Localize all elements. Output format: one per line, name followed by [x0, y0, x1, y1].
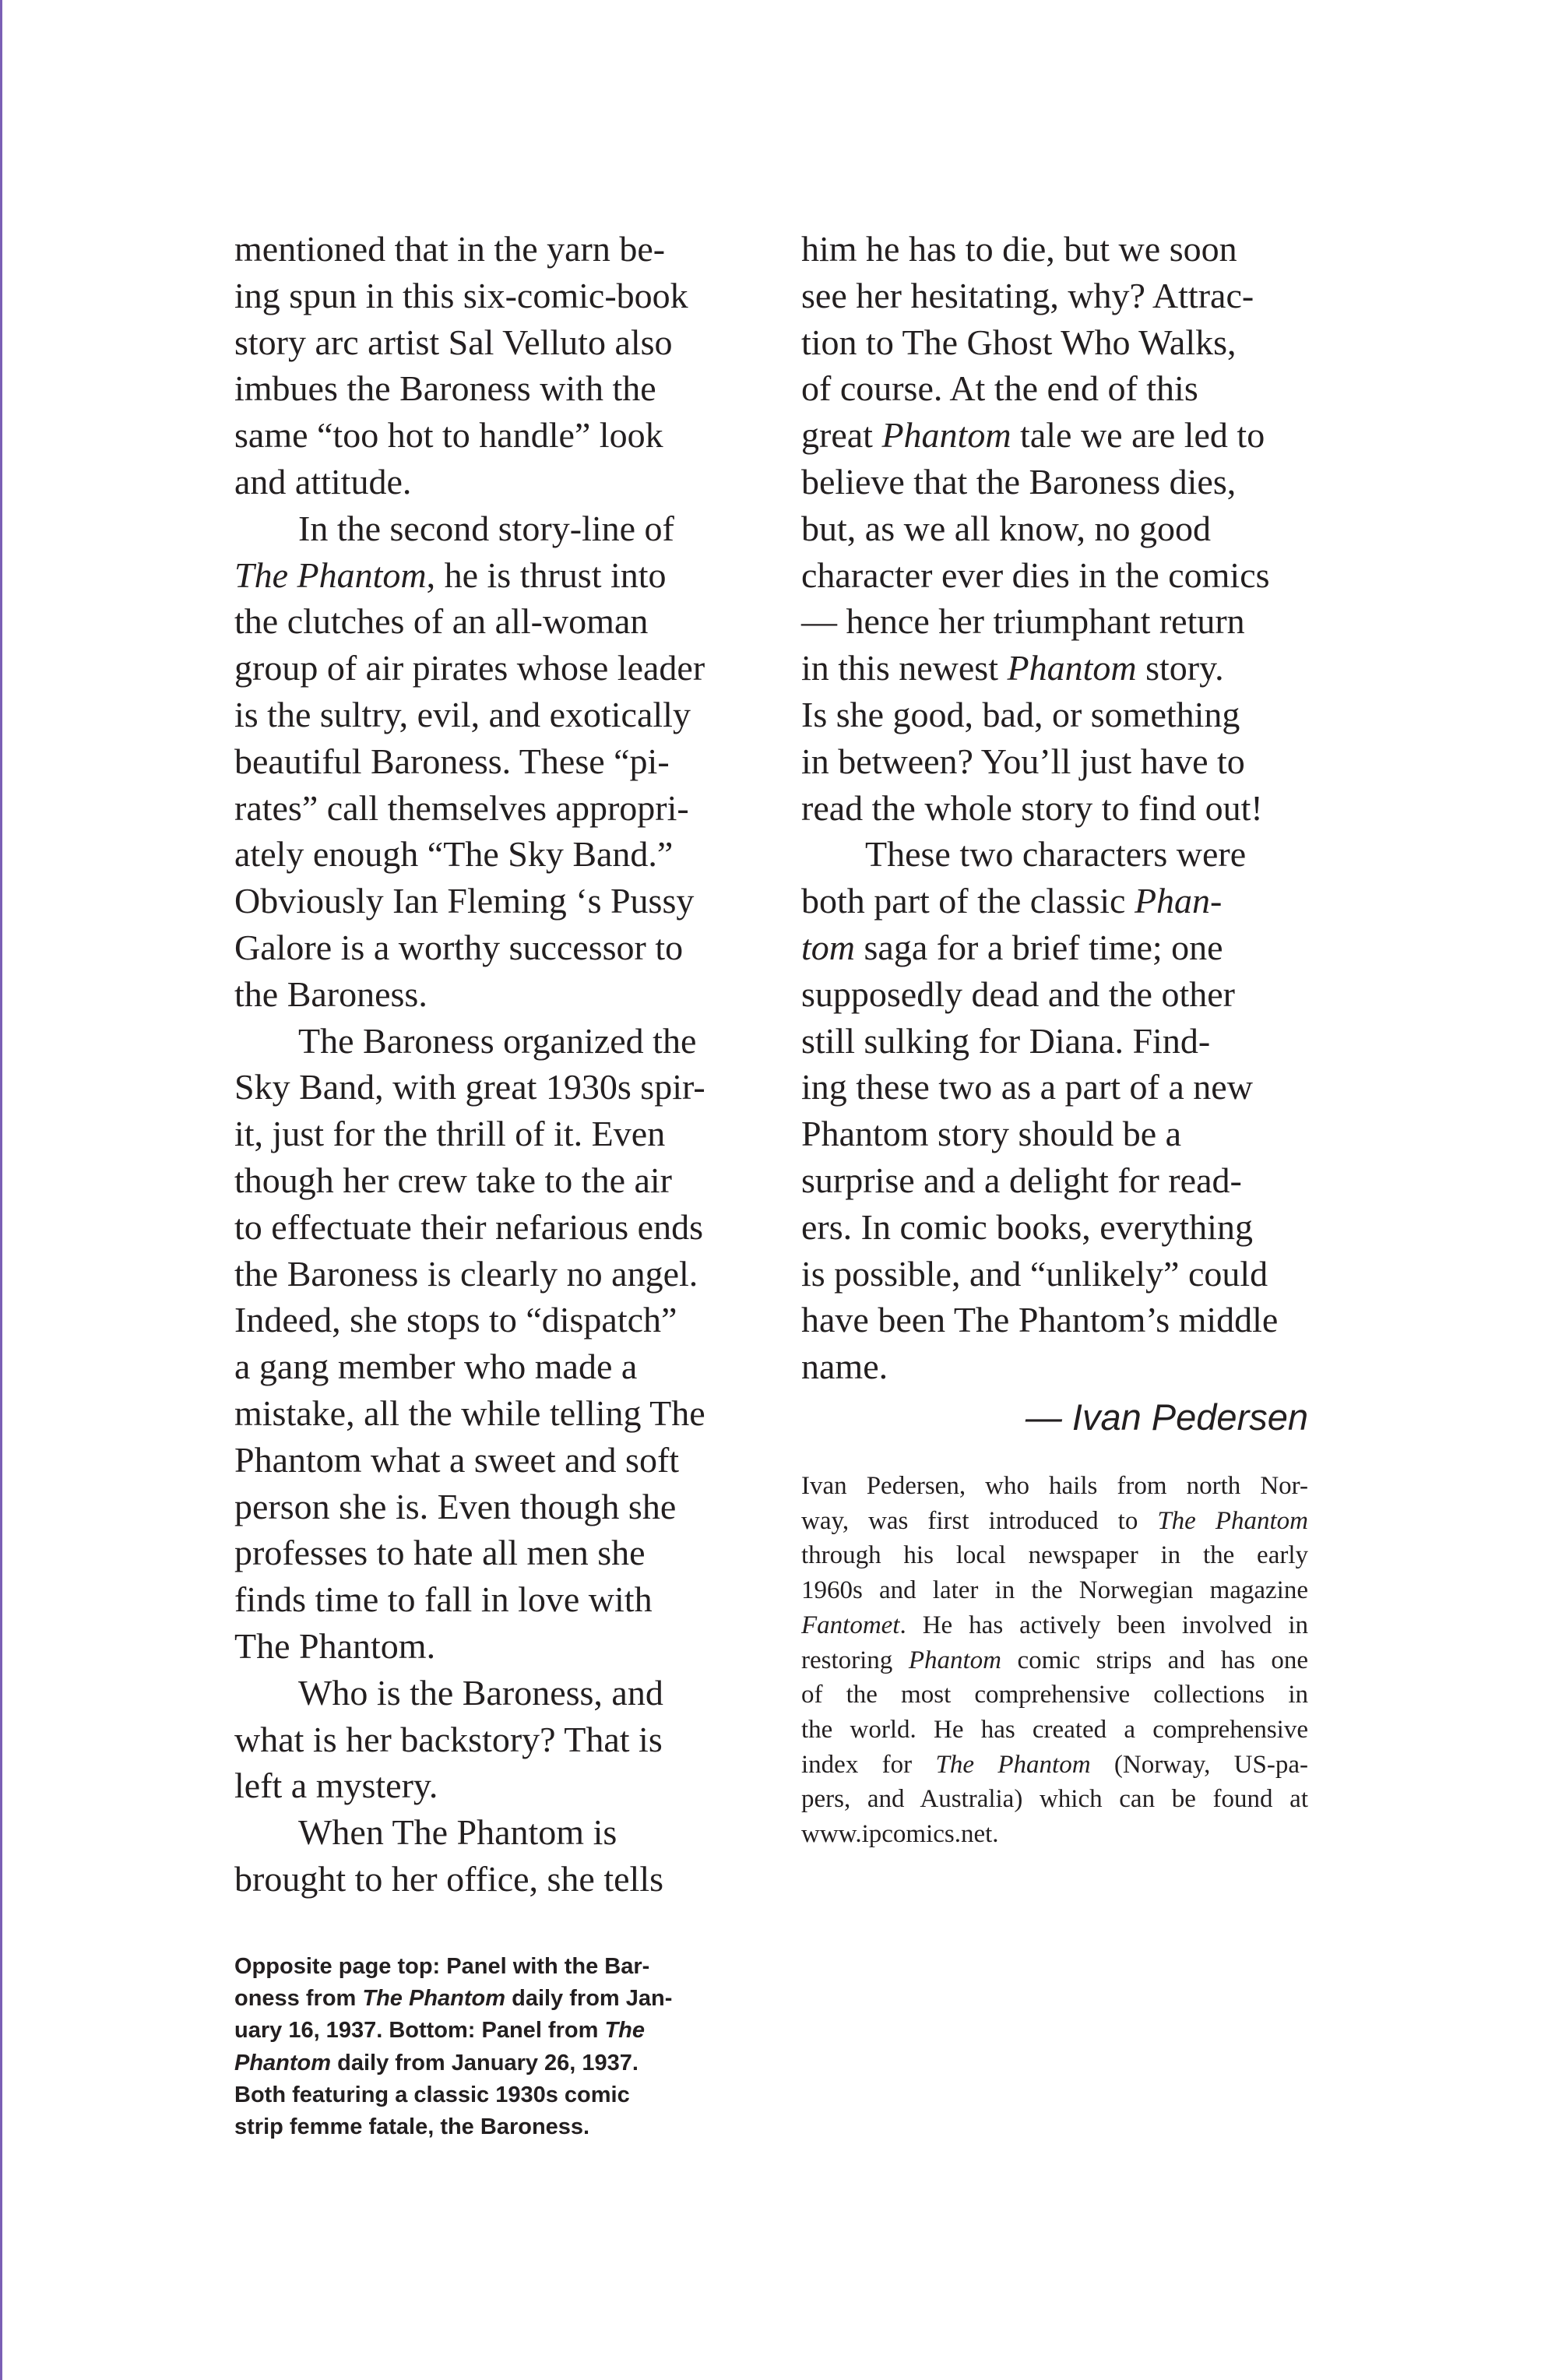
text-line — [234, 831, 748, 878]
text-line — [234, 1251, 748, 1297]
text-segment: Phantom story should be a — [801, 1114, 1182, 1154]
text-segment: These two characters were — [865, 834, 1247, 875]
text-segment: finds time to fall in love with — [234, 1579, 653, 1620]
text-segment: (Norway, US-pa- — [1090, 1750, 1308, 1779]
text-line — [234, 1111, 748, 1157]
text-segment: Sky Band, with great 1930s spir- — [234, 1067, 705, 1107]
text-segment: tale we are led to — [1011, 415, 1265, 456]
text-segment: see her hesitating, why? Attrac- — [801, 275, 1254, 315]
text-line — [234, 1856, 748, 1903]
text-line — [234, 1530, 748, 1576]
text-segment: pers, and Australia) which can be found at — [801, 1785, 1308, 1814]
text-segment: daily from January 26, 1937. — [331, 2050, 639, 2075]
text-line — [801, 1817, 1308, 1852]
text-line — [801, 831, 1315, 878]
text-segment: , he is thrust into — [426, 555, 667, 595]
text-line — [801, 1713, 1308, 1748]
text-line — [234, 1623, 748, 1670]
text-segment: is the sultry, evil, and exotically — [234, 694, 691, 734]
text-segment: Ivan Pedersen, who hails from north Nor- — [801, 1472, 1308, 1500]
text-segment: saga for a brief time; one — [855, 927, 1223, 967]
text-segment: story. — [1136, 648, 1224, 688]
text-segment: beautiful Baroness. These “pi- — [234, 741, 670, 781]
text-line — [234, 1437, 748, 1484]
text-segment: uary 16, 1937. Bottom: Panel from — [234, 2018, 605, 2044]
text-line — [234, 505, 748, 552]
text-segment: Phantom what a sweet and soft — [234, 1439, 680, 1480]
text-line — [234, 692, 748, 738]
right-text-column — [801, 226, 1315, 1390]
text-line — [801, 1204, 1315, 1251]
italic-text: Phantom — [908, 1646, 1001, 1674]
text-line — [234, 924, 748, 971]
text-line — [234, 552, 748, 599]
text-line — [801, 1064, 1315, 1111]
text-segment: ately enough “The Sky Band.” — [234, 834, 674, 875]
text-segment: comic strips and has one — [1001, 1646, 1308, 1674]
text-segment: strip femme fatale, the Baroness. — [234, 2114, 590, 2140]
text-segment: both part of the classic — [801, 881, 1135, 921]
italic-text: Fantomet — [801, 1611, 900, 1639]
text-line — [234, 1983, 748, 2015]
text-segment: in this newest — [801, 648, 1008, 688]
text-line — [234, 1157, 748, 1204]
text-line — [234, 2079, 748, 2111]
text-line — [234, 1670, 748, 1716]
text-segment: daily from Jan- — [505, 1986, 673, 2012]
text-line — [234, 1762, 748, 1809]
text-line — [234, 645, 748, 692]
text-segment: oness from — [234, 1986, 363, 2012]
text-segment: and attitude. — [234, 461, 412, 502]
text-segment: have been The Phantom’s middle — [801, 1300, 1279, 1340]
text-segment: but, as we all know, no good — [801, 508, 1211, 548]
italic-text: The Phantom — [935, 1750, 1091, 1779]
text-line — [234, 878, 748, 924]
text-line — [801, 878, 1315, 924]
text-segment: him he has to die, but we soon — [801, 229, 1237, 269]
text-line — [234, 2111, 748, 2143]
text-line — [801, 924, 1315, 971]
text-segment: through his local newspaper in the early — [801, 1541, 1308, 1570]
text-line — [801, 1251, 1315, 1297]
text-line — [801, 971, 1315, 1018]
text-segment: ing these two as a part of a new — [801, 1067, 1253, 1107]
text-line — [801, 412, 1315, 459]
text-segment: imbues the Baroness with the — [234, 368, 656, 409]
text-segment: person she is. Even though she — [234, 1486, 677, 1526]
text-line — [801, 552, 1315, 599]
text-segment: though her crew take to the air — [234, 1160, 672, 1200]
text-line — [234, 1064, 748, 1111]
text-line — [801, 1782, 1308, 1817]
text-segment: Opposite page top: Panel with the Bar- — [234, 1954, 650, 1979]
italic-text: Phan- — [1134, 881, 1223, 921]
text-segment: story arc artist Sal Velluto also — [234, 322, 673, 362]
text-segment: Is she good, bad, or something — [801, 694, 1240, 734]
text-line — [801, 1018, 1315, 1065]
text-segment: great — [801, 415, 882, 456]
text-line — [801, 1343, 1315, 1390]
text-line — [234, 1343, 748, 1390]
text-segment: group of air pirates whose leader — [234, 648, 705, 688]
text-line — [234, 365, 748, 412]
italic-text: The Phantom — [234, 555, 427, 595]
italic-text: Phantom — [234, 2050, 332, 2075]
text-line — [234, 459, 748, 505]
text-segment: Galore is a worthy successor to — [234, 927, 684, 967]
italic-text: Phantom — [1007, 648, 1137, 688]
text-segment: 1960s and later in the Norwegian magazine — [801, 1576, 1308, 1605]
text-line — [234, 273, 748, 319]
text-line — [234, 2015, 748, 2047]
text-segment: a gang member who made a — [234, 1347, 638, 1387]
text-line — [234, 738, 748, 785]
text-line — [234, 785, 748, 832]
text-segment: it, just for the thrill of it. Even — [234, 1114, 666, 1154]
text-segment: www.ipcomics.net. — [801, 1820, 999, 1849]
text-segment: The Phantom. — [234, 1625, 436, 1666]
text-segment: rates” call themselves appropri- — [234, 787, 689, 828]
text-line — [801, 1608, 1308, 1643]
text-segment: Who is the Baroness, and — [298, 1672, 663, 1713]
text-segment: in between? You’ll just have to — [801, 741, 1245, 781]
text-segment: When The Phantom is — [298, 1812, 617, 1853]
text-segment: the clutches of an all-woman — [234, 601, 649, 642]
text-line — [801, 785, 1315, 832]
italic-text: tom — [801, 927, 855, 967]
text-segment: way, was first introduced to — [801, 1506, 1158, 1535]
text-line — [801, 1538, 1308, 1573]
text-line — [234, 1576, 748, 1623]
text-line — [234, 971, 748, 1018]
text-line — [234, 1809, 748, 1856]
text-line — [801, 738, 1315, 785]
text-line — [801, 1573, 1308, 1608]
text-line — [234, 319, 748, 366]
text-segment: name. — [801, 1347, 888, 1387]
text-line — [801, 1504, 1308, 1539]
text-segment: still sulking for Diana. Find- — [801, 1020, 1211, 1061]
text-segment: mistake, all the while telling The — [234, 1392, 705, 1433]
text-segment: ers. In comic books, everything — [801, 1206, 1253, 1247]
text-segment: what is her backstory? That is — [234, 1719, 663, 1759]
text-segment: professes to hate all men she — [234, 1533, 646, 1573]
text-line — [801, 226, 1315, 273]
text-line — [234, 1484, 748, 1530]
text-segment: same “too hot to handle” look — [234, 415, 663, 456]
text-line — [801, 645, 1315, 692]
text-segment: Both featuring a classic 1930s comic — [234, 2082, 630, 2107]
text-line — [801, 1297, 1315, 1343]
text-segment: left a mystery. — [234, 1766, 438, 1806]
text-segment: . He has actively been involved in — [899, 1611, 1308, 1639]
left-text-column — [234, 226, 748, 1903]
text-line — [801, 459, 1315, 505]
text-line — [234, 1716, 748, 1763]
text-line — [801, 692, 1315, 738]
text-line — [234, 598, 748, 645]
text-line — [801, 1748, 1308, 1783]
text-line — [801, 1111, 1315, 1157]
text-segment: is possible, and “unlikely” could — [801, 1253, 1268, 1294]
text-line — [234, 1297, 748, 1343]
text-segment: ing spun in this six-comic-book — [234, 275, 688, 315]
text-segment: of course. At the end of this — [801, 368, 1198, 409]
text-segment: surprise and a delight for read- — [801, 1160, 1242, 1200]
text-line — [234, 1018, 748, 1065]
text-line — [234, 1951, 748, 1983]
author-signature: — Ivan Pedersen — [1025, 1396, 1308, 1438]
italic-text: The Phantom — [362, 1986, 506, 2012]
text-segment: In the second story-line of — [298, 508, 674, 548]
text-segment: tion to The Ghost Who Walks, — [801, 322, 1237, 362]
italic-text: The — [604, 2018, 645, 2044]
text-segment: read the whole story to find out! — [801, 787, 1263, 828]
text-line — [801, 1157, 1315, 1204]
text-segment: the world. He has created a comprehensive — [801, 1715, 1308, 1744]
text-line — [801, 365, 1315, 412]
text-line — [234, 226, 748, 273]
image-caption — [234, 1951, 748, 2143]
text-segment: the Baroness is clearly no angel. — [234, 1253, 698, 1294]
text-line — [234, 2047, 748, 2079]
text-segment: Obviously Ian Fleming ‘s Pussy — [234, 881, 695, 921]
text-segment: the Baroness. — [234, 973, 427, 1014]
text-segment: — hence her triumphant return — [801, 601, 1245, 642]
text-line — [801, 1678, 1308, 1713]
text-line — [801, 1469, 1308, 1504]
italic-text: The Phantom — [1157, 1506, 1308, 1535]
page-edge-rule — [0, 0, 2, 2380]
text-segment: mentioned that in the yarn be- — [234, 229, 666, 269]
text-line — [234, 1204, 748, 1251]
text-segment: of the most comprehensive collections in — [801, 1681, 1308, 1709]
author-bio — [801, 1469, 1308, 1852]
text-line — [234, 412, 748, 459]
text-segment: believe that the Baroness dies, — [801, 461, 1237, 502]
text-line — [801, 1643, 1308, 1678]
text-line — [801, 273, 1315, 319]
text-line — [801, 505, 1315, 552]
text-segment: to effectuate their nefarious ends — [234, 1206, 703, 1247]
italic-text: Phantom — [881, 415, 1011, 456]
text-segment: character ever dies in the comics — [801, 555, 1270, 595]
text-segment: Indeed, she stops to “dispatch” — [234, 1300, 677, 1340]
text-line — [234, 1390, 748, 1437]
text-segment: restoring — [801, 1646, 909, 1674]
text-segment: The Baroness organized the — [298, 1020, 697, 1061]
text-segment: brought to her office, she tells — [234, 1858, 664, 1899]
text-segment: supposedly dead and the other — [801, 973, 1235, 1014]
text-line — [801, 598, 1315, 645]
text-line — [801, 319, 1315, 366]
text-segment: index for — [801, 1750, 936, 1779]
